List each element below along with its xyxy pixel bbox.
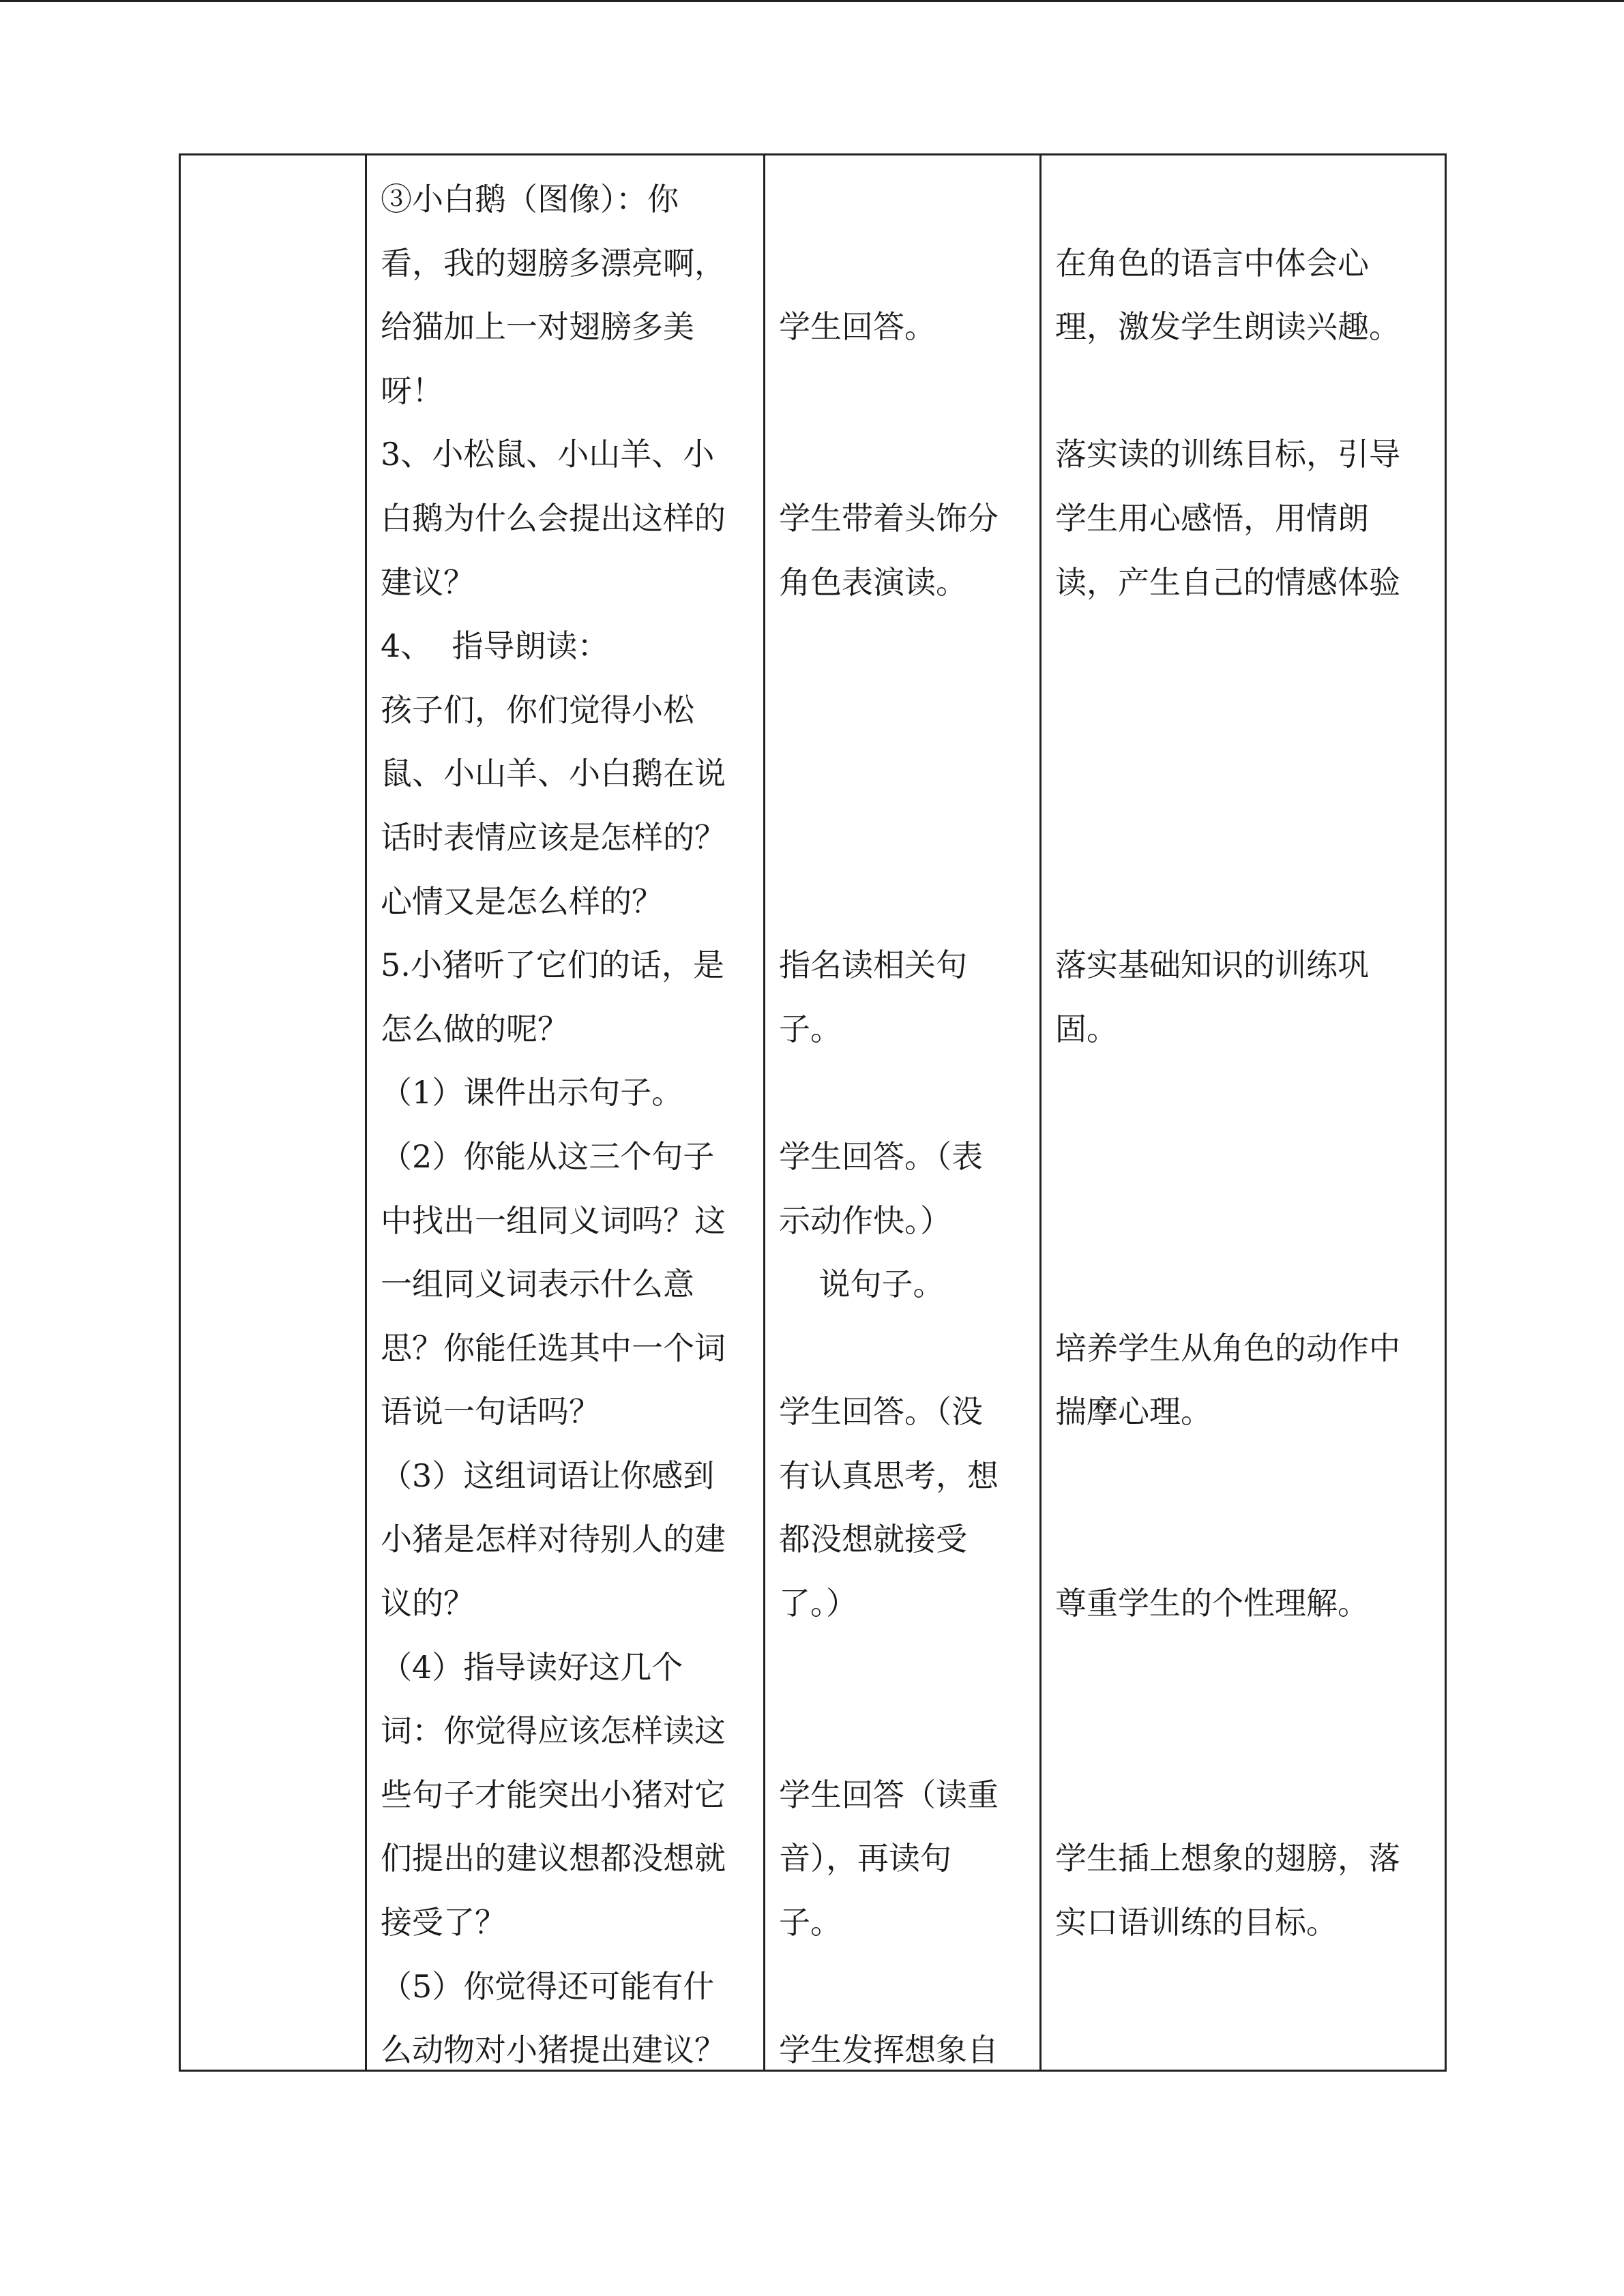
text-line: 都没想就接受 <box>779 1521 967 1558</box>
text-line: 子。 <box>779 1010 842 1047</box>
text-line <box>1055 1699 1400 1763</box>
text-line <box>1055 168 1400 232</box>
text-line <box>1055 870 1400 934</box>
text-line <box>1055 1955 1400 2019</box>
text-line: 学生回答。（表 <box>779 1137 983 1175</box>
text-line <box>779 614 999 679</box>
text-line: 音），再读句 <box>779 1840 951 1877</box>
text-line: 在角色的语言中体会心 <box>1055 244 1369 282</box>
text-line: 们提出的建议想都没想就 <box>381 1840 726 1877</box>
text-line: 议的？ <box>381 1585 475 1622</box>
text-line: 怎么做的呢？ <box>381 1010 569 1047</box>
text-line: 语说一句话吗？ <box>381 1393 600 1431</box>
text-line: 孩子们，你们觉得小松 <box>381 691 694 728</box>
text-line <box>1055 1061 1400 1125</box>
text-line: 学生用心感悟，用情朗 <box>1055 499 1369 537</box>
text-line <box>1055 679 1400 743</box>
text-line: 学生回答。 <box>779 308 936 346</box>
text-line <box>779 423 999 487</box>
column-divider-3 <box>1039 155 1042 2070</box>
design-intent-cell <box>1055 168 1400 2083</box>
teaching-process-cell <box>381 168 726 2083</box>
text-line: 说句子。 <box>779 1266 945 1303</box>
text-line: 鼠、小山羊、小白鹅在说 <box>381 755 726 792</box>
text-line: 读，产生自己的情感体验 <box>1055 563 1400 601</box>
text-line: （3）这组词语让你感到 <box>381 1457 715 1494</box>
text-line: ③小白鹅（图像）：你 <box>381 181 679 218</box>
text-line: 建议？ <box>381 563 475 601</box>
text-line: 4、 指导朗读： <box>381 627 609 665</box>
text-line: 子。 <box>779 1904 842 1941</box>
text-line <box>1055 1636 1400 1700</box>
text-line <box>1055 806 1400 870</box>
text-line: 一组同义词表示什么意 <box>381 1266 694 1303</box>
lesson-plan-table <box>179 153 1447 2072</box>
text-line <box>1055 359 1400 423</box>
text-line: 示动作快。） <box>779 1202 951 1239</box>
text-line <box>779 1699 999 1763</box>
text-line: 白鹅为什么会提出这样的 <box>381 499 726 537</box>
text-line: 3、小松鼠、小山羊、小 <box>381 436 715 473</box>
text-line: 实口语训练的目标。 <box>1055 1904 1338 1941</box>
text-line: 心情又是怎么样的？ <box>381 882 663 920</box>
text-line: 呀！ <box>381 372 443 409</box>
text-line <box>1055 1508 1400 1572</box>
text-line <box>1055 1444 1400 1508</box>
text-line: 揣摩心理。 <box>1055 1393 1212 1431</box>
text-line: 小猪是怎样对待别人的建 <box>381 1521 726 1558</box>
text-line: 角色表演读。 <box>779 563 967 601</box>
text-line: 落实读的训练目标，引导 <box>1055 436 1400 473</box>
text-line: 了。） <box>779 1585 857 1622</box>
text-line: 接受了？ <box>381 1904 506 1941</box>
text-line <box>779 168 999 232</box>
text-line: 学生带着头饰分 <box>779 499 999 537</box>
text-line: （4）指导读好这几个 <box>381 1648 683 1686</box>
page-top-border <box>0 0 1624 2</box>
text-line: 学生回答（读重 <box>779 1776 999 1813</box>
text-line <box>1055 2018 1400 2083</box>
text-line <box>779 1061 999 1125</box>
text-line <box>779 870 999 934</box>
text-line: 学生发挥想象自 <box>779 2031 999 2069</box>
text-line <box>1055 1763 1400 1828</box>
text-line: 么动物对小猪提出建议？ <box>381 2031 726 2069</box>
text-line: 固。 <box>1055 1010 1118 1047</box>
text-line <box>779 359 999 423</box>
text-line: 有认真思考，想 <box>779 1457 999 1494</box>
text-line: 培养学生从角色的动作中 <box>1055 1329 1400 1367</box>
text-line <box>779 742 999 806</box>
text-line <box>779 1636 999 1700</box>
text-line <box>779 232 999 296</box>
text-line <box>779 1955 999 2019</box>
text-line: 些句子才能突出小猪对它 <box>381 1776 726 1813</box>
text-line: （5）你觉得还可能有什 <box>381 1967 715 2005</box>
student-activity-cell <box>779 168 999 2083</box>
text-line: 5.小猪听了它们的话，是 <box>381 946 724 984</box>
text-line: 尊重学生的个性理解。 <box>1055 1585 1369 1622</box>
text-line <box>1055 1253 1400 1317</box>
text-line <box>779 1317 999 1381</box>
text-line: 理，激发学生朗读兴趣。 <box>1055 308 1400 346</box>
text-line <box>779 806 999 870</box>
text-line: 学生回答。（没 <box>779 1393 983 1431</box>
text-line: 看，我的翅膀多漂亮啊， <box>381 244 726 282</box>
text-line <box>1055 614 1400 679</box>
text-line <box>1055 1189 1400 1253</box>
text-line <box>1055 1125 1400 1189</box>
text-line: （2）你能从这三个句子 <box>381 1137 715 1175</box>
text-line: 指名读相关句 <box>779 946 967 984</box>
text-line: 学生插上想象的翅膀，落 <box>1055 1840 1400 1877</box>
text-line: 话时表情应该是怎样的？ <box>381 818 726 856</box>
text-line <box>779 679 999 743</box>
text-line: 思？你能任选其中一个词 <box>381 1329 726 1367</box>
text-line: （1）课件出示句子。 <box>381 1074 683 1112</box>
text-line: 给猫加上一对翅膀多美 <box>381 308 694 346</box>
text-line: 词：你觉得应该怎样读这 <box>381 1712 726 1750</box>
text-line: 中找出一组同义词吗？这 <box>381 1202 726 1239</box>
text-line: 落实基础知识的训练巩 <box>1055 946 1369 984</box>
column-divider-2 <box>763 155 765 2070</box>
column-divider-1 <box>365 155 367 2070</box>
text-line <box>1055 742 1400 806</box>
